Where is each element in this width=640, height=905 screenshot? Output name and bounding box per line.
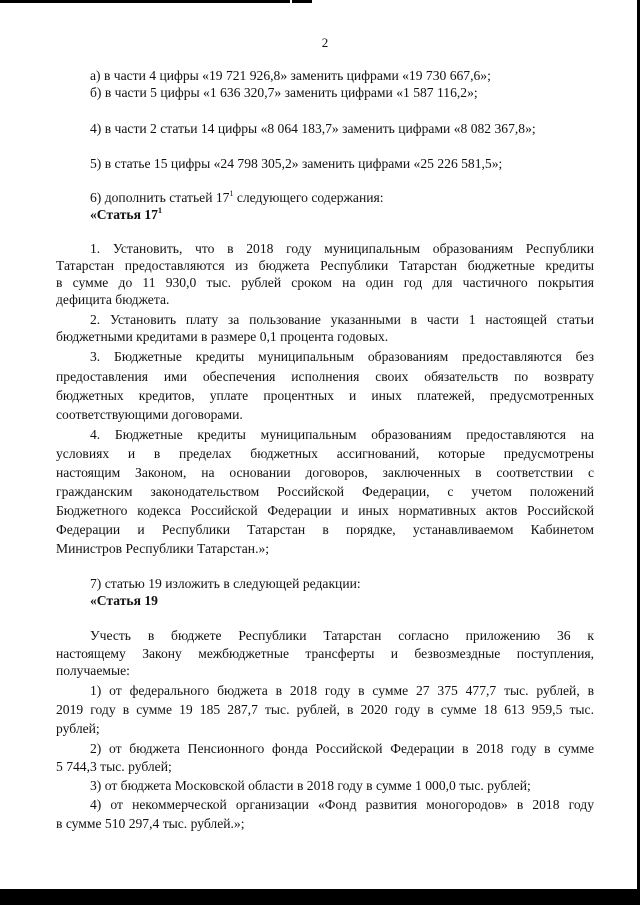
- art19-s2-line-2: 5 744,3 тыс. рублей;: [56, 759, 172, 774]
- art19-intro-line-1: Учесть в бюджете Республики Татарстан согласно приложению 36 к: [90, 628, 594, 643]
- article-17-1-heading-superscript: 1: [157, 206, 162, 215]
- line-b: б) в части 5 цифры «1 636 320,7» заменить цифрами «1 587 116,2»;: [90, 85, 478, 100]
- art17-p3-line-4: соответствующими договорами.: [56, 407, 243, 422]
- art17-p2-line-2: бюджетными кредитами в размере 0,1 процента годовых.: [56, 329, 389, 344]
- art17-p1-line-4: дефицита бюджета.: [56, 292, 170, 307]
- art17-p4-line-4: гражданским законодательством Российской Федерации, с учетом положений: [56, 484, 594, 499]
- line-item-6: [90, 189, 384, 206]
- article-17-1-heading: [90, 206, 162, 223]
- art17-p3-line-3: бюджетных кредитов, уплате процентных и иных платежей, предусмотренных: [56, 388, 594, 403]
- article-17-1-heading-text: «Статья 17: [90, 207, 158, 222]
- art19-intro-line-2: настоящему Закону межбюджетные трансферты и безвозмездные поступления,: [56, 646, 594, 661]
- line-item-5: 5) в статье 15 цифры «24 798 305,2» заменить цифрами «25 226 581,5»;: [90, 156, 503, 171]
- art19-s4-line-2: в сумме 510 297,4 тыс. рублей.»;: [56, 816, 245, 831]
- art17-p4-line-2: условиях и в пределах бюджетных ассигнований, которые предусмотрены: [56, 446, 594, 461]
- art17-p4-line-3: настоящим Законом, на основании договоров, заключенных в соответствии с: [56, 465, 594, 480]
- item-6-text: 6) дополнить статьей 17: [90, 190, 230, 205]
- art17-p4-line-5: Бюджетного кодекса Российской Федерации и иных нормативных актов Российской: [56, 503, 594, 518]
- scan-edge-bottom: [0, 889, 640, 905]
- art17-p4-line-6: Федерации и Республики Татарстан в порядке, устанавливаемом Кабинетом: [56, 522, 594, 537]
- art17-p4-line-7: Министров Республики Татарстан.»;: [56, 541, 270, 556]
- article-19-heading: «Статья 19: [90, 593, 158, 608]
- item-6-text-end: следующего содержания:: [233, 190, 384, 205]
- art17-p3-line-1: 3. Бюджетные кредиты муниципальным образованиям предоставляются без: [90, 349, 594, 364]
- line-item-7: 7) статью 19 изложить в следующей редакции:: [90, 576, 361, 591]
- art19-s1-line-2: 2019 году в сумме 19 185 287,7 тыс. рублей, в 2020 году в сумме 18 613 959,5 тыс.: [56, 702, 594, 717]
- item-6-superscript: 1: [229, 189, 234, 198]
- art19-s1-line-3: рублей;: [56, 721, 100, 736]
- art17-p2-line-1: 2. Установить плату за пользование указанными в части 1 настоящей статьи: [90, 312, 594, 327]
- scan-edge-top: [0, 0, 290, 3]
- art19-s4-line-1: 4) от некоммерческой организации «Фонд развития моногородов» в 2018 году: [90, 797, 594, 812]
- art17-p1-line-2: Татарстан предоставляются из бюджета Республики Татарстан бюджетные кредиты: [56, 258, 594, 273]
- art17-p1-line-1: 1. Установить, что в 2018 году муниципальным образованиям Республики: [90, 241, 594, 256]
- art19-s3-line-1: 3) от бюджета Московской области в 2018 году в сумме 1 000,0 тыс. рублей;: [90, 778, 531, 793]
- art17-p3-line-2: предоставления ими обеспечения исполнения своих обязательств по возврату: [56, 369, 594, 384]
- line-a: а) в части 4 цифры «19 721 926,8» заменить цифрами «19 730 667,6»;: [90, 68, 491, 83]
- art17-p1-line-3: в сумме до 11 930,0 тыс. рублей сроком на один год для частичного покрытия: [56, 275, 594, 290]
- page-number: 2: [321, 35, 329, 50]
- scan-edge-top-fragment: [292, 0, 312, 3]
- art19-s1-line-1: 1) от федерального бюджета в 2018 году в сумме 27 375 477,7 тыс. рублей, в: [90, 683, 594, 698]
- line-item-4: 4) в части 2 статьи 14 цифры «8 064 183,7» заменить цифрами «8 082 367,8»;: [90, 121, 536, 136]
- art19-intro-line-3: получаемые:: [56, 663, 130, 678]
- art17-p4-line-1: 4. Бюджетные кредиты муниципальным образованиям предоставляются на: [90, 427, 594, 442]
- art19-s2-line-1: 2) от бюджета Пенсионного фонда Российской Федерации в 2018 году в сумме: [90, 741, 594, 756]
